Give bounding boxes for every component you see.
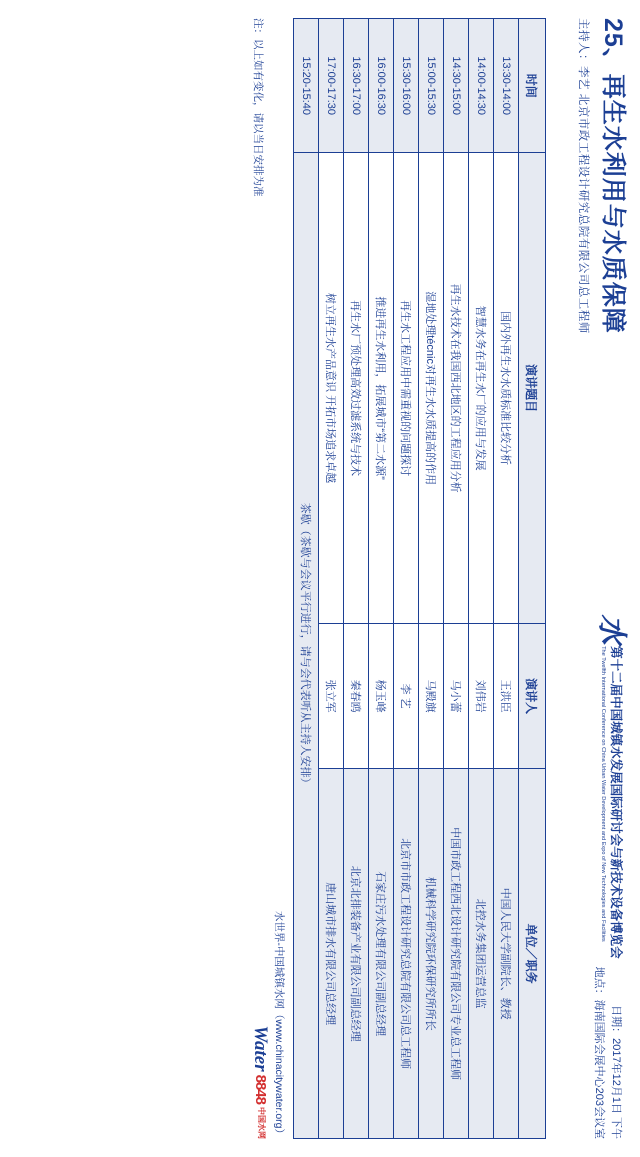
logo-mark-wrap bbox=[596, 614, 626, 642]
table-row bbox=[369, 19, 394, 1139]
cell-org: 石家庄污水处理有限公司副总经理 bbox=[369, 769, 394, 1139]
cell-topic: 湿地处理técnic对再生水水质提高的作用 bbox=[419, 153, 444, 623]
table-row bbox=[494, 19, 519, 1139]
cell-time: 17:00-17:30 bbox=[319, 19, 344, 153]
watermark-water-text: Water bbox=[250, 1025, 271, 1072]
cell-speaker: 王洪臣 bbox=[494, 623, 519, 769]
cell-org: 中国市政工程西北设计研究院有限公司专业总工程师 bbox=[444, 769, 469, 1139]
cell-time: 15:20-15:40 bbox=[294, 19, 319, 153]
water-drop-icon: 水 bbox=[595, 614, 628, 643]
cell-time: 15:00-15:30 bbox=[419, 19, 444, 153]
site-url: 水世界-中国城镇水网（www.chinacitywater.org） bbox=[273, 910, 285, 1139]
cell-topic: 再生水工程应用中需重视的问题探讨 bbox=[394, 153, 419, 623]
cell-topic: 再生水技术在我国西北地区的工程应用分析 bbox=[444, 153, 469, 623]
event-place: 地点：海南国际会展中心203会议室 bbox=[593, 966, 606, 1139]
table-row bbox=[444, 19, 469, 1139]
cell-org: 北控水务集团运营总监 bbox=[469, 769, 494, 1139]
table-row bbox=[419, 19, 444, 1139]
cell-org: 唐山城市排水有限公司总经理 bbox=[319, 769, 344, 1139]
table-row bbox=[469, 19, 494, 1139]
watermark bbox=[251, 1026, 270, 1139]
table-row bbox=[394, 19, 419, 1139]
cell-speaker: 李 艺 bbox=[394, 623, 419, 769]
cell-topic: 推进再生水利用，拓展城市“第二水源” bbox=[369, 153, 394, 623]
watermark-cn-text: 中国水网 bbox=[256, 1107, 266, 1139]
agenda-table bbox=[293, 18, 546, 1139]
column-header-speaker: 演讲人 bbox=[519, 623, 546, 769]
cell-topic: 国内外再生水水质标准比较分析 bbox=[494, 153, 519, 623]
cell-org: 北京市市政工程设计研究总院有限公司总工程师 bbox=[394, 769, 419, 1139]
column-header-org: 单位／职务 bbox=[519, 769, 546, 1139]
cell-speaker: 杨玉峰 bbox=[369, 623, 394, 769]
table-header-row bbox=[519, 19, 546, 1139]
cell-speaker: 马殿旗 bbox=[419, 623, 444, 769]
cell-topic: 智慧水务在再生水厂的应用与发展 bbox=[469, 153, 494, 623]
cell-break-note: 茶歇（茶歇与会议平行进行，请与会代表听从主持人安排） bbox=[294, 153, 319, 1139]
cell-org: 机械科学研究院环保研究所所长 bbox=[419, 769, 444, 1139]
footer-right bbox=[251, 911, 287, 1139]
watermark-digits: 8848 bbox=[252, 1074, 269, 1104]
cell-topic: 树立再生水产品意识 开拓市场追求卓越 bbox=[319, 153, 344, 623]
conference-name-en: The Twelfth International Conference on China Urban Water Development and Expo of New Technologies and Facilities bbox=[600, 646, 607, 942]
table-row bbox=[319, 19, 344, 1139]
cell-org: 北京北排装备产业有限公司副总经理 bbox=[344, 769, 369, 1139]
page-header bbox=[554, 18, 626, 1139]
cell-time: 16:30-17:00 bbox=[344, 19, 369, 153]
page-title: 25、再生水利用与水质保障 bbox=[599, 18, 627, 334]
cell-org: 中国人民大学副院长、教授 bbox=[494, 769, 519, 1139]
cell-speaker: 秦春鸥 bbox=[344, 623, 369, 769]
table-row bbox=[344, 19, 369, 1139]
footer-note: 注：以上如有变化，请以当日安排为准 bbox=[252, 18, 264, 197]
header-right bbox=[591, 614, 626, 1139]
event-meta bbox=[591, 967, 626, 1139]
cell-time: 13:30-14:00 bbox=[494, 19, 519, 153]
cell-time: 14:30-15:00 bbox=[444, 19, 469, 153]
event-date: 日期：2017年12月1日 下午 bbox=[610, 1005, 622, 1139]
column-header-time: 时间 bbox=[519, 19, 546, 153]
cell-time: 15:30-16:00 bbox=[394, 19, 419, 153]
cell-time: 14:00-14:30 bbox=[469, 19, 494, 153]
column-header-topic: 演讲题目 bbox=[519, 153, 546, 623]
conference-name-cn: 第十二届中国城镇水发展国际研讨会与新技术设备博览会 bbox=[608, 646, 623, 959]
header-left bbox=[577, 18, 627, 334]
cell-time: 16:00-16:30 bbox=[369, 19, 394, 153]
cell-topic: 再生水厂预处理高效过滤系统与技术 bbox=[344, 153, 369, 623]
conference-logo bbox=[596, 614, 626, 959]
table-row-break bbox=[294, 19, 319, 1139]
host-line: 主持人：李艺 北京市政工程设计研究总院有限公司总工程师 bbox=[577, 18, 590, 334]
cell-speaker: 马小蕾 bbox=[444, 623, 469, 769]
logo-text-block bbox=[600, 646, 622, 959]
page-footer bbox=[251, 18, 287, 1139]
cell-speaker: 张立军 bbox=[319, 623, 344, 769]
cell-speaker: 刘伟岩 bbox=[469, 623, 494, 769]
